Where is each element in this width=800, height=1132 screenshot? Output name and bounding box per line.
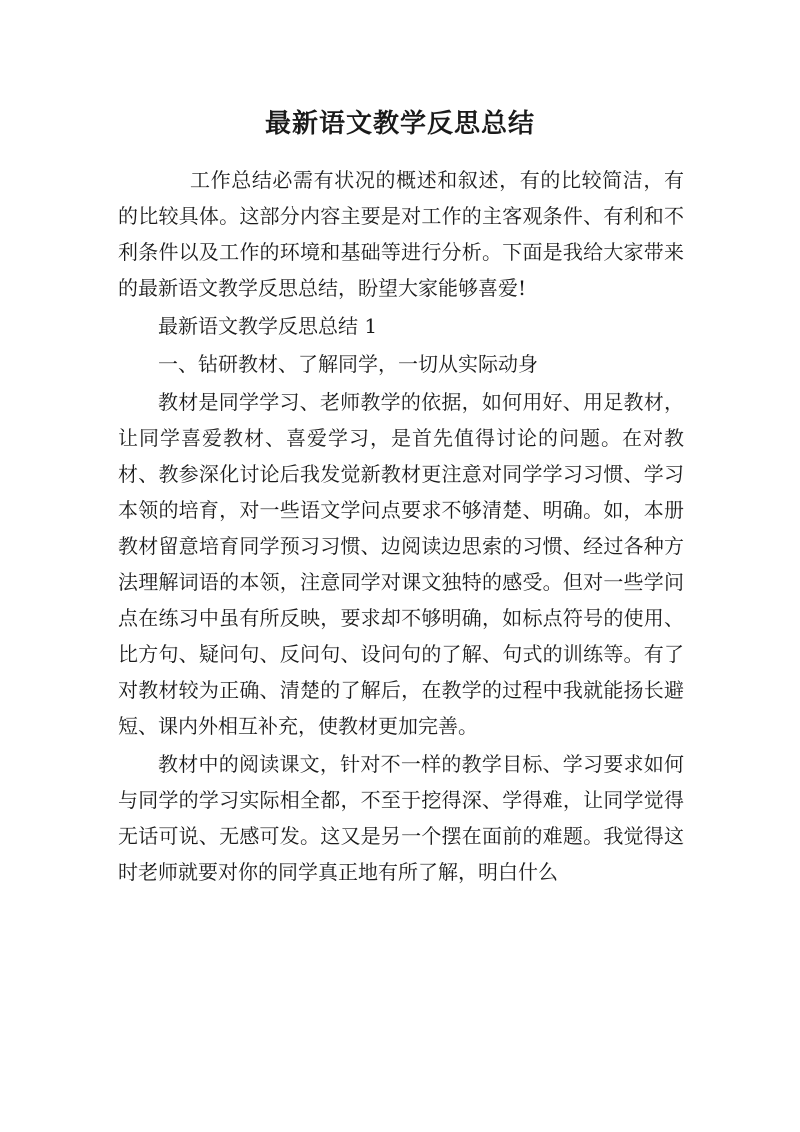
document-body	[118, 162, 684, 890]
intro-paragraph: 工作总结必需有状况的概述和叙述，有的比较简洁，有的比较具体。这部分内容主要是对工作的主客观条件、有利和不利条件以及工作的环境和基础等进行分析。下面是我给大家带来的最新语文教学反思总结，盼望大家能够喜爱!	[118, 168, 684, 300]
section-heading: 最新语文教学反思总结 1	[158, 314, 378, 338]
body-paragraph: 教材是同学学习、老师教学的依据，如何用好、用足教材，让同学喜爱教材、喜爱学习，是首先值得讨论的问题。在对教材、教参深化讨论后我发觉新教材更注意对同学学习习惯、学习本领的培育，对一些语文学问点要求不够清楚、明确。如，本册教材留意培育同学预习习惯、边阅读边思索的习惯、经过各种方法理解词语的本领，注意同学对课文独特的感受。但对一些学问点在练习中虽有所反映，要求却不够明确，如标点符号的使用、比方句、疑问句、反问句、设问句的了解、句式的训练等。有了对教材较为正确、清楚的了解后，在教学的过程中我就能扬长避短、课内外相互补充，使教材更加完善。	[118, 390, 684, 738]
body-paragraph: 教材中的阅读课文，针对不一样的教学目标、学习要求如何与同学的学习实际相全都，不至于挖得深、学得难，让同学觉得无话可说、无感可发。这又是另一个摆在面前的难题。我觉得这时老师就要对你的同学真正地有所了解，明白什么	[118, 752, 684, 884]
subsection-heading: 一、钻研教材、了解同学，一切从实际动身	[158, 352, 538, 376]
document-title: 最新语文教学反思总结	[264, 109, 535, 139]
